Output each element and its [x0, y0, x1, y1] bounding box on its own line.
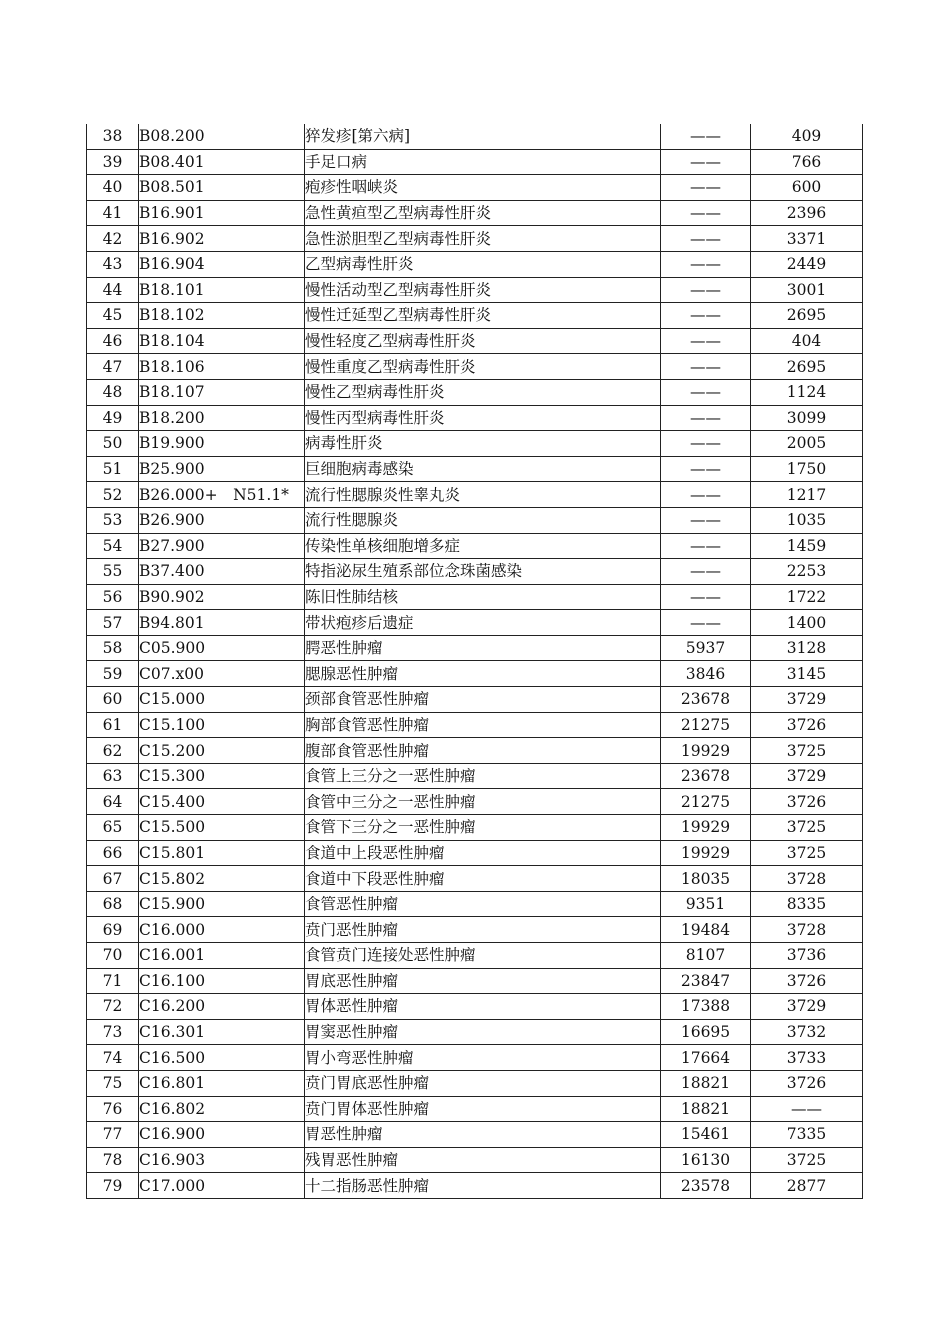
value-b: 1722 — [751, 584, 863, 610]
table-row — [87, 840, 863, 866]
table-row — [87, 251, 863, 277]
diagnosis-code: C16.900 — [139, 1122, 305, 1148]
table-row — [87, 1147, 863, 1173]
value-a: —— — [661, 559, 751, 585]
row-number: 70 — [87, 943, 139, 969]
diagnosis-name: 急性淤胆型乙型病毒性肝炎 — [305, 226, 661, 252]
diagnosis-code: B08.401 — [139, 149, 305, 175]
diagnosis-code: C15.400 — [139, 789, 305, 815]
value-a: 18821 — [661, 1070, 751, 1096]
diagnosis-code: C16.903 — [139, 1147, 305, 1173]
diagnosis-code: C16.100 — [139, 968, 305, 994]
table-row — [87, 815, 863, 841]
value-a: 23678 — [661, 687, 751, 713]
value-b: 2005 — [751, 431, 863, 457]
table-row — [87, 124, 863, 149]
diagnosis-code: C16.500 — [139, 1045, 305, 1071]
table-row — [87, 994, 863, 1020]
value-b: 3726 — [751, 789, 863, 815]
diagnosis-name: 胃小弯恶性肿瘤 — [305, 1045, 661, 1071]
table-row — [87, 968, 863, 994]
table-row — [87, 891, 863, 917]
diagnosis-code: B08.200 — [139, 124, 305, 149]
diagnosis-name: 食管恶性肿瘤 — [305, 891, 661, 917]
value-a: 16695 — [661, 1019, 751, 1045]
value-b: 3725 — [751, 1147, 863, 1173]
row-number: 60 — [87, 687, 139, 713]
diagnosis-code: B90.902 — [139, 584, 305, 610]
table-row — [87, 584, 863, 610]
table-row — [87, 200, 863, 226]
row-number: 66 — [87, 840, 139, 866]
row-number: 48 — [87, 379, 139, 405]
table-row — [87, 379, 863, 405]
diagnosis-name: 慢性活动型乙型病毒性肝炎 — [305, 277, 661, 303]
diagnosis-name: 食管下三分之一恶性肿瘤 — [305, 815, 661, 841]
diagnosis-name: 巨细胞病毒感染 — [305, 456, 661, 482]
value-b: 3725 — [751, 738, 863, 764]
value-a: 19929 — [661, 815, 751, 841]
value-a: —— — [661, 456, 751, 482]
value-b: 3099 — [751, 405, 863, 431]
diagnosis-code: B18.107 — [139, 379, 305, 405]
value-b: 2695 — [751, 303, 863, 329]
value-a: 18821 — [661, 1096, 751, 1122]
diagnosis-name: 乙型病毒性肝炎 — [305, 251, 661, 277]
diagnosis-code: B25.900 — [139, 456, 305, 482]
diagnosis-name: 猝发疹[第六病] — [305, 124, 661, 149]
diagnosis-name: 贲门胃底恶性肿瘤 — [305, 1070, 661, 1096]
value-b: 1400 — [751, 610, 863, 636]
row-number: 39 — [87, 149, 139, 175]
table-row — [87, 789, 863, 815]
value-b: 2396 — [751, 200, 863, 226]
diagnosis-code: B26.000+ N51.1* — [139, 482, 305, 508]
row-number: 68 — [87, 891, 139, 917]
value-a: 19929 — [661, 840, 751, 866]
value-a: —— — [661, 124, 751, 149]
diagnosis-name: 腮腺恶性肿瘤 — [305, 661, 661, 687]
value-a: —— — [661, 328, 751, 354]
disease-price-table — [86, 124, 863, 1199]
diagnosis-name: 胃恶性肿瘤 — [305, 1122, 661, 1148]
value-b: 2253 — [751, 559, 863, 585]
row-number: 79 — [87, 1173, 139, 1199]
value-a: 9351 — [661, 891, 751, 917]
diagnosis-code: C16.802 — [139, 1096, 305, 1122]
diagnosis-code: B18.104 — [139, 328, 305, 354]
diagnosis-name: 贲门胃体恶性肿瘤 — [305, 1096, 661, 1122]
row-number: 78 — [87, 1147, 139, 1173]
value-a: 17388 — [661, 994, 751, 1020]
diagnosis-name: 慢性轻度乙型病毒性肝炎 — [305, 328, 661, 354]
diagnosis-code: C16.801 — [139, 1070, 305, 1096]
value-a: —— — [661, 277, 751, 303]
value-a: 15461 — [661, 1122, 751, 1148]
value-a: —— — [661, 354, 751, 380]
row-number: 64 — [87, 789, 139, 815]
table-row — [87, 559, 863, 585]
table-row — [87, 226, 863, 252]
value-a: 8107 — [661, 943, 751, 969]
diagnosis-code: B18.101 — [139, 277, 305, 303]
value-a: —— — [661, 431, 751, 457]
diagnosis-code: B26.900 — [139, 507, 305, 533]
value-b: 1035 — [751, 507, 863, 533]
row-number: 54 — [87, 533, 139, 559]
value-a: 19929 — [661, 738, 751, 764]
table-row — [87, 405, 863, 431]
diagnosis-code: B08.501 — [139, 175, 305, 201]
diagnosis-code: C15.500 — [139, 815, 305, 841]
value-a: —— — [661, 533, 751, 559]
diagnosis-name: 病毒性肝炎 — [305, 431, 661, 457]
value-b: 404 — [751, 328, 863, 354]
diagnosis-name: 食管贲门连接处恶性肿瘤 — [305, 943, 661, 969]
row-number: 56 — [87, 584, 139, 610]
diagnosis-code: C15.801 — [139, 840, 305, 866]
row-number: 53 — [87, 507, 139, 533]
row-number: 50 — [87, 431, 139, 457]
diagnosis-code: C15.000 — [139, 687, 305, 713]
value-a: —— — [661, 584, 751, 610]
diagnosis-code: C15.802 — [139, 866, 305, 892]
diagnosis-name: 食管中三分之一恶性肿瘤 — [305, 789, 661, 815]
table-row — [87, 1019, 863, 1045]
diagnosis-code: B18.200 — [139, 405, 305, 431]
value-a: —— — [661, 251, 751, 277]
value-a: 5937 — [661, 635, 751, 661]
table-row — [87, 175, 863, 201]
value-b: 8335 — [751, 891, 863, 917]
row-number: 62 — [87, 738, 139, 764]
row-number: 42 — [87, 226, 139, 252]
diagnosis-name: 慢性乙型病毒性肝炎 — [305, 379, 661, 405]
table-row — [87, 1122, 863, 1148]
row-number: 65 — [87, 815, 139, 841]
diagnosis-code: B27.900 — [139, 533, 305, 559]
row-number: 41 — [87, 200, 139, 226]
value-a: —— — [661, 482, 751, 508]
diagnosis-code: C16.001 — [139, 943, 305, 969]
table-row — [87, 277, 863, 303]
row-number: 43 — [87, 251, 139, 277]
diagnosis-name: 残胃恶性肿瘤 — [305, 1147, 661, 1173]
table-row — [87, 533, 863, 559]
table-row — [87, 149, 863, 175]
value-a: 23847 — [661, 968, 751, 994]
diagnosis-code: C07.x00 — [139, 661, 305, 687]
diagnosis-name: 腭恶性肿瘤 — [305, 635, 661, 661]
row-number: 44 — [87, 277, 139, 303]
row-number: 69 — [87, 917, 139, 943]
row-number: 63 — [87, 763, 139, 789]
table-row — [87, 661, 863, 687]
row-number: 49 — [87, 405, 139, 431]
value-b: 766 — [751, 149, 863, 175]
diagnosis-name: 胸部食管恶性肿瘤 — [305, 712, 661, 738]
table-row — [87, 610, 863, 636]
row-number: 71 — [87, 968, 139, 994]
diagnosis-name: 食道中下段恶性肿瘤 — [305, 866, 661, 892]
diagnosis-name: 颈部食管恶性肿瘤 — [305, 687, 661, 713]
diagnosis-name: 流行性腮腺炎性睾丸炎 — [305, 482, 661, 508]
value-b: 3145 — [751, 661, 863, 687]
value-b: 600 — [751, 175, 863, 201]
value-b: 2449 — [751, 251, 863, 277]
diagnosis-code: B94.801 — [139, 610, 305, 636]
table-row — [87, 1173, 863, 1199]
diagnosis-name: 陈旧性肺结核 — [305, 584, 661, 610]
table-row — [87, 482, 863, 508]
row-number: 76 — [87, 1096, 139, 1122]
diagnosis-code: C15.100 — [139, 712, 305, 738]
value-b: 1459 — [751, 533, 863, 559]
value-b: 1750 — [751, 456, 863, 482]
diagnosis-name: 带状疱疹后遗症 — [305, 610, 661, 636]
diagnosis-code: C16.200 — [139, 994, 305, 1020]
row-number: 72 — [87, 994, 139, 1020]
table-row — [87, 1045, 863, 1071]
value-b: 3736 — [751, 943, 863, 969]
table-row — [87, 1070, 863, 1096]
row-number: 61 — [87, 712, 139, 738]
row-number: 77 — [87, 1122, 139, 1148]
row-number: 58 — [87, 635, 139, 661]
diagnosis-code: C15.900 — [139, 891, 305, 917]
diagnosis-name: 慢性丙型病毒性肝炎 — [305, 405, 661, 431]
value-b: 3728 — [751, 917, 863, 943]
diagnosis-name: 食道中上段恶性肿瘤 — [305, 840, 661, 866]
diagnosis-name: 特指泌尿生殖系部位念珠菌感染 — [305, 559, 661, 585]
diagnosis-code: B37.400 — [139, 559, 305, 585]
row-number: 75 — [87, 1070, 139, 1096]
diagnosis-code: B16.904 — [139, 251, 305, 277]
diagnosis-code: B18.106 — [139, 354, 305, 380]
table-row — [87, 507, 863, 533]
value-b: 3728 — [751, 866, 863, 892]
value-a: —— — [661, 379, 751, 405]
value-b: 2695 — [751, 354, 863, 380]
table-row — [87, 738, 863, 764]
table-row — [87, 917, 863, 943]
value-b: 1124 — [751, 379, 863, 405]
value-b: 2877 — [751, 1173, 863, 1199]
value-a: —— — [661, 200, 751, 226]
row-number: 45 — [87, 303, 139, 329]
diagnosis-code: C16.301 — [139, 1019, 305, 1045]
table-row — [87, 354, 863, 380]
row-number: 73 — [87, 1019, 139, 1045]
value-a: 23678 — [661, 763, 751, 789]
diagnosis-name: 流行性腮腺炎 — [305, 507, 661, 533]
value-a: 18035 — [661, 866, 751, 892]
value-a: —— — [661, 175, 751, 201]
value-b: 3726 — [751, 1070, 863, 1096]
diagnosis-name: 急性黄疸型乙型病毒性肝炎 — [305, 200, 661, 226]
value-a: —— — [661, 507, 751, 533]
value-a: 19484 — [661, 917, 751, 943]
diagnosis-name: 疱疹性咽峡炎 — [305, 175, 661, 201]
diagnosis-name: 食管上三分之一恶性肿瘤 — [305, 763, 661, 789]
table-row — [87, 431, 863, 457]
row-number: 55 — [87, 559, 139, 585]
diagnosis-code: B18.102 — [139, 303, 305, 329]
row-number: 74 — [87, 1045, 139, 1071]
value-a: 21275 — [661, 789, 751, 815]
diagnosis-name: 传染性单核细胞增多症 — [305, 533, 661, 559]
value-b: 3726 — [751, 712, 863, 738]
diagnosis-code: C15.200 — [139, 738, 305, 764]
value-a: 17664 — [661, 1045, 751, 1071]
table-row — [87, 763, 863, 789]
value-b: 3729 — [751, 994, 863, 1020]
diagnosis-name: 慢性迁延型乙型病毒性肝炎 — [305, 303, 661, 329]
value-a: 21275 — [661, 712, 751, 738]
value-a: —— — [661, 303, 751, 329]
diagnosis-code: B16.902 — [139, 226, 305, 252]
value-a: 3846 — [661, 661, 751, 687]
value-b: 3729 — [751, 687, 863, 713]
row-number: 57 — [87, 610, 139, 636]
diagnosis-name: 手足口病 — [305, 149, 661, 175]
value-a: —— — [661, 610, 751, 636]
diagnosis-name: 慢性重度乙型病毒性肝炎 — [305, 354, 661, 380]
table-row — [87, 635, 863, 661]
row-number: 67 — [87, 866, 139, 892]
table-body — [87, 124, 863, 1198]
diagnosis-name: 十二指肠恶性肿瘤 — [305, 1173, 661, 1199]
value-a: —— — [661, 226, 751, 252]
value-b: 3128 — [751, 635, 863, 661]
value-b: 3725 — [751, 815, 863, 841]
diagnosis-name: 贲门恶性肿瘤 — [305, 917, 661, 943]
row-number: 46 — [87, 328, 139, 354]
table-row — [87, 328, 863, 354]
row-number: 59 — [87, 661, 139, 687]
diagnosis-name: 胃窦恶性肿瘤 — [305, 1019, 661, 1045]
table-row — [87, 712, 863, 738]
diagnosis-code: C15.300 — [139, 763, 305, 789]
value-a: —— — [661, 149, 751, 175]
table-row — [87, 866, 863, 892]
value-b: 3001 — [751, 277, 863, 303]
row-number: 47 — [87, 354, 139, 380]
row-number: 38 — [87, 124, 139, 149]
diagnosis-name: 胃体恶性肿瘤 — [305, 994, 661, 1020]
row-number: 40 — [87, 175, 139, 201]
table-row — [87, 303, 863, 329]
table-row — [87, 687, 863, 713]
value-b: 3733 — [751, 1045, 863, 1071]
value-b: 3729 — [751, 763, 863, 789]
value-b: 3726 — [751, 968, 863, 994]
value-b: 7335 — [751, 1122, 863, 1148]
value-b: —— — [751, 1096, 863, 1122]
value-b: 1217 — [751, 482, 863, 508]
diagnosis-code: B16.901 — [139, 200, 305, 226]
value-b: 3732 — [751, 1019, 863, 1045]
value-a: —— — [661, 405, 751, 431]
diagnosis-code: C16.000 — [139, 917, 305, 943]
table-row — [87, 1096, 863, 1122]
value-a: 23578 — [661, 1173, 751, 1199]
table-row — [87, 943, 863, 969]
diagnosis-name: 胃底恶性肿瘤 — [305, 968, 661, 994]
value-b: 3725 — [751, 840, 863, 866]
row-number: 52 — [87, 482, 139, 508]
diagnosis-name: 腹部食管恶性肿瘤 — [305, 738, 661, 764]
diagnosis-code: B19.900 — [139, 431, 305, 457]
diagnosis-code: C05.900 — [139, 635, 305, 661]
value-b: 409 — [751, 124, 863, 149]
row-number: 51 — [87, 456, 139, 482]
value-a: 16130 — [661, 1147, 751, 1173]
diagnosis-code: C17.000 — [139, 1173, 305, 1199]
value-b: 3371 — [751, 226, 863, 252]
table-row — [87, 456, 863, 482]
